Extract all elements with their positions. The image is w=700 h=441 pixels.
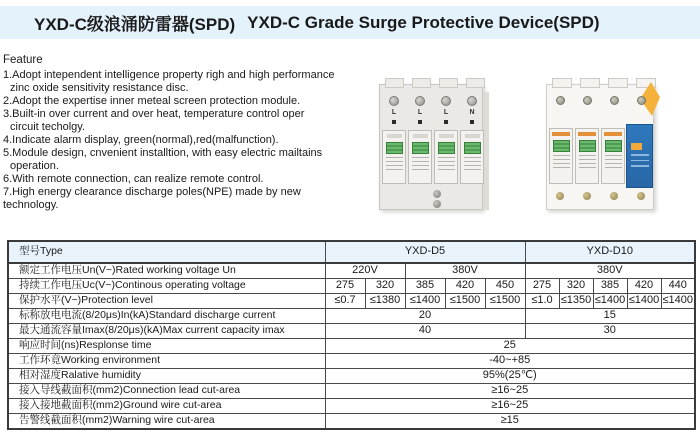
feature-line: 2.Adopt the expertise inner meteal screen protection module. — [3, 95, 301, 107]
module-status-window-green — [386, 142, 403, 154]
feature-section — [3, 54, 363, 212]
feature-line: 1.Adopt intependent intelligence property righ and high performance — [3, 69, 335, 81]
feature-heading: Feature — [3, 54, 43, 66]
cell-value: ≤1350 — [559, 294, 593, 309]
spd-module — [408, 130, 432, 184]
feature-line: technology. — [3, 199, 59, 211]
row-label: 最大通流容量Imax(8/20μs)(kA)Max current capacity imax — [8, 324, 325, 339]
terminal-screw-icon — [610, 96, 619, 105]
base-screw-icon — [583, 192, 591, 200]
terminal-label: L — [443, 109, 449, 116]
module-label-orange — [578, 132, 596, 136]
cell-value: 40 — [325, 324, 525, 339]
npe-module-blue — [626, 124, 653, 188]
table-row — [8, 384, 695, 399]
cell-value: ≤1.0 — [525, 294, 559, 309]
module-status-window-green — [605, 140, 622, 152]
terminal-mark — [392, 120, 396, 124]
cell-value: ≥15 — [325, 414, 695, 430]
feature-line: operation. — [10, 160, 59, 172]
terminal-screw-icon — [441, 96, 451, 106]
cell-value: ≤1400 — [661, 294, 695, 309]
row-label: 响应时间(ns)Resplonse time — [8, 339, 325, 354]
cell-value: 15 — [525, 309, 695, 324]
din-notch — [552, 78, 572, 88]
cell-value: -40~+85 — [325, 354, 695, 369]
terminal-label: L — [417, 109, 423, 116]
base-screw-icon — [610, 192, 618, 200]
table-row — [8, 339, 695, 354]
cell-value: 420 — [627, 279, 661, 294]
module-status-window-green — [412, 142, 429, 154]
din-notch — [608, 78, 628, 88]
terminal-mark — [470, 120, 474, 124]
row-label: 额定工作电压Un(V~)Rated working voltage Un — [8, 263, 325, 279]
table-row — [8, 399, 695, 414]
row-label: 告警线截面积(mm2)Warning wire cut-area — [8, 414, 325, 430]
cell-value: ≤1500 — [445, 294, 485, 309]
cell-value: 385 — [405, 279, 445, 294]
module-title-text — [465, 134, 480, 138]
cell-value: ≥16~25 — [325, 384, 695, 399]
page-title-bar — [0, 6, 700, 39]
cell-value: 420 — [445, 279, 485, 294]
table-row — [8, 309, 695, 324]
cell-value: 220V — [325, 263, 405, 279]
terminal-screw-icon — [415, 96, 425, 106]
din-notch — [466, 78, 485, 88]
table-row — [8, 294, 695, 309]
table-header-row — [8, 241, 695, 263]
terminal-screw-icon — [467, 96, 477, 106]
table-row — [8, 369, 695, 384]
cell-value: ≤1400 — [627, 294, 661, 309]
cell-value: 275 — [525, 279, 559, 294]
row-label: 接入导线截面积(mm2)Connection lead cut-area — [8, 384, 325, 399]
feature-line: 5.Module design, cnvenient installtion, with easy electric mailtains — [3, 147, 323, 159]
module-title-text — [387, 134, 402, 138]
module-status-window-green — [438, 142, 455, 154]
table-row — [8, 414, 695, 430]
feature-line: 7.High energy clearance discharge poles(NPE) made by new — [3, 186, 301, 198]
row-label: 接入接地截面积(mm2)Ground wire cut-area — [8, 399, 325, 414]
terminal-screw-icon — [583, 96, 592, 105]
feature-line: 4.Indicate alarm display, green(normal),red(malfunction). — [3, 134, 279, 146]
cell-value: 320 — [559, 279, 593, 294]
spd-module — [460, 130, 484, 184]
terminal-screw-icon — [556, 96, 565, 105]
feature-line: 6.With remote connection, can realize remote control. — [3, 173, 264, 185]
terminal-screw-icon — [389, 96, 399, 106]
module-title-text — [439, 134, 454, 138]
module-status-window-green — [464, 142, 481, 154]
cell-value: ≤1380 — [365, 294, 405, 309]
terminal-mark — [418, 120, 422, 124]
cell-value: 440 — [661, 279, 695, 294]
page-title-english: YXD-C Grade Surge Protective Device(SPD) — [247, 12, 600, 32]
cell-value: 450 — [485, 279, 525, 294]
row-label: 工作环竟Working environment — [8, 354, 325, 369]
column-header-model-d5: YXD-D5 — [325, 241, 525, 263]
page-title-chinese: YXD-C级浪涌防雷器(SPD) — [34, 15, 236, 34]
cell-value: 380V — [405, 263, 525, 279]
module-status-window-green — [579, 140, 596, 152]
cell-value: 380V — [525, 263, 695, 279]
cell-value: ≤1500 — [485, 294, 525, 309]
cell-value: 385 — [593, 279, 627, 294]
spd-module — [382, 130, 406, 184]
terminal-label: N — [469, 109, 475, 116]
npe-module-label — [631, 143, 642, 150]
base-screw-icon — [637, 192, 645, 200]
module-label-orange — [552, 132, 570, 136]
din-notch — [412, 78, 431, 88]
din-notch — [439, 78, 458, 88]
din-notch — [580, 78, 600, 88]
product-photo-yxd-d5 — [377, 76, 491, 214]
spec-table — [7, 240, 696, 430]
terminal-mark — [444, 120, 448, 124]
terminal-label: L — [391, 109, 397, 116]
row-label: 标称放电电流(8/20μs)In(kA)Standard discharge current — [8, 309, 325, 324]
row-label: 保护水平(V~)Protection level — [8, 294, 325, 309]
feature-line: circuit techolgy. — [10, 121, 85, 133]
table-row — [8, 279, 695, 294]
feature-line: zinc oxide sensitivity resistance disc. — [10, 82, 189, 94]
table-row — [8, 324, 695, 339]
cell-value: 25 — [325, 339, 695, 354]
cell-value: 320 — [365, 279, 405, 294]
cell-value: ≤0.7 — [325, 294, 365, 309]
din-notch — [385, 78, 404, 88]
spd-module — [549, 128, 573, 184]
table-row — [8, 354, 695, 369]
module-title-text — [413, 134, 428, 138]
base-screw-icon — [433, 200, 441, 208]
row-label: 持续工作电压Uc(V~)Continous operating voltage — [8, 279, 325, 294]
module-status-window-green — [553, 140, 570, 152]
table-row — [8, 263, 695, 279]
column-header-type: 型号Type — [8, 241, 325, 263]
base-screw-icon — [556, 192, 564, 200]
cell-value: 275 — [325, 279, 365, 294]
row-label: 相对湿度Ralative humidity — [8, 369, 325, 384]
cell-value: 30 — [525, 324, 695, 339]
feature-line: 3.Built-in over current and over heat, temperature control oper — [3, 108, 305, 120]
product-photo-yxd-d10 — [544, 76, 660, 214]
cell-value: 95%(25℃) — [325, 369, 695, 384]
cell-value: ≤1400 — [593, 294, 627, 309]
cell-value: 20 — [325, 309, 525, 324]
terminal-screw-icon — [637, 96, 646, 105]
column-header-model-d10: YXD-D10 — [525, 241, 695, 263]
spd-module — [575, 128, 599, 184]
spd-module — [601, 128, 625, 184]
cell-value: ≥16~25 — [325, 399, 695, 414]
module-label-orange — [604, 132, 622, 136]
spd-module — [434, 130, 458, 184]
base-screw-icon — [433, 190, 441, 198]
cell-value: ≤1400 — [405, 294, 445, 309]
